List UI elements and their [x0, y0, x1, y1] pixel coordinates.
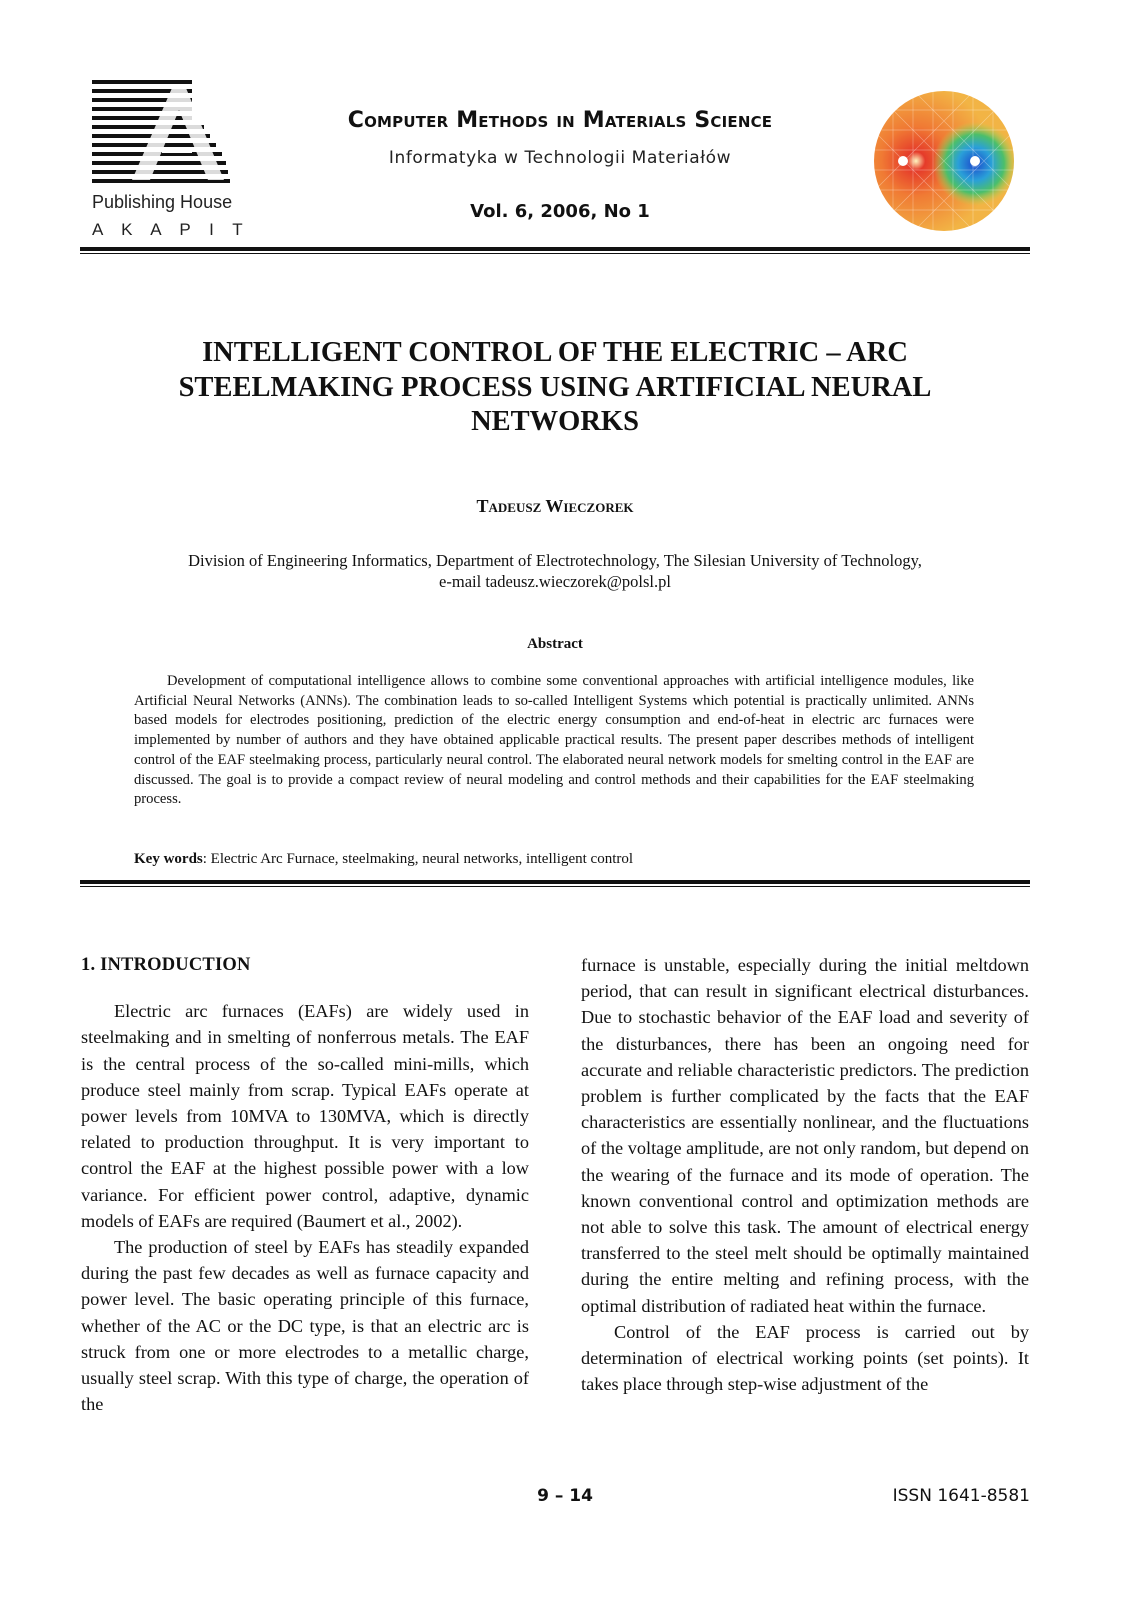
- publisher-name: Publishing House: [92, 192, 233, 212]
- right-column: [581, 952, 1029, 1397]
- header-rule-thin: [80, 253, 1030, 254]
- journal-title: Computer Methods in Materials Science: [347, 108, 773, 133]
- paragraph: Electric arc furnaces (EAFs) are widely used in steelmaking and in smelting of nonferrous metals. The EAF is the central process of the so-called mini-mills, which produce steel mainly from scrap. Typical EAFs operate at power levels from 10MVA to 130MVA, which is directly related to production throughput. It is very important to control the EAF at the highest possible power with a low variance. For efficient power control, adaptive, dynamic models of EAFs are required (Baumert et al., 2002).: [81, 1001, 529, 1231]
- abstract-text: Development of computational intelligence allows to combine some conventional approaches with artificial intelligence modules, like Artificial Neural Networks (ANNs). The combination leads to so-called Intelligent Systems which potential is practically unlimited. ANNs based models for electrodes positioning, prediction of the electric energy consumption and end-of-heat in electric arc furnaces were implemented by number of authors and they have obtained applicable practical results. The present paper describes methods of intelligent control of the EAF steelmaking process, particularly neural control. The elaborated neural network models for smelting control in the EAF are discussed. The goal is to provide a compact review of neural modeling and control methods and their capabilities for the EAF steelmaking process.: [134, 673, 974, 808]
- publisher-akapit: A K A P I T: [92, 220, 250, 239]
- email-line: e-mail tadeusz.wieczorek@polsl.pl: [439, 572, 671, 591]
- paper-title: INTELLIGENT CONTROL OF THE ELECTRIC – ARC STEELMAKING PROCESS USING ARTIFICIAL NEURAL NETWORKS: [178, 337, 932, 437]
- section-heading: 1. INTRODUCTION: [81, 955, 251, 975]
- journal-volume: Vol. 6, 2006, No 1: [470, 201, 650, 222]
- mesh-globe-icon: [873, 90, 1015, 232]
- abstract-rule-thin: [80, 886, 1030, 887]
- keywords: [134, 851, 974, 868]
- akapit-logo: [92, 80, 230, 188]
- page-range: 9 – 14: [537, 1486, 593, 1506]
- author-affiliation: [100, 550, 1010, 592]
- keywords-list: : Electric Arc Furnace, steelmaking, neural networks, intelligent control: [202, 851, 634, 867]
- issn: ISSN 1641-8581: [892, 1486, 1030, 1506]
- paragraph: The production of steel by EAFs has steadily expanded during the past few decades as well as furnace capacity and power level. The basic operating principle of this furnace, whether of the AC or the DC type, is that an electric arc is struck from one or more electrodes to a metallic charge, usually steel scrap. With this type of charge, the operation of the: [81, 1237, 529, 1415]
- author-name: Tadeusz Wieczorek: [476, 496, 634, 516]
- header-rule: [80, 247, 1030, 251]
- left-column: [81, 952, 529, 1417]
- journal-subtitle: Informatyka w Technologii Materiałów: [388, 148, 732, 168]
- abstract-heading: Abstract: [527, 636, 583, 652]
- paragraph: Control of the EAF process is carried out by determination of electrical working points (set points). It takes place through step-wise adjustment of the: [581, 1321, 1029, 1395]
- paragraph: furnace is unstable, especially during the initial meltdown period, that can result in significant electrical disturbances. Due to stochastic behavior of the EAF load and severity of the disturbances, there has been an ongoing need for accurate and reliable characteristic predictors. The prediction problem is further complicated by the facts that the EAF characteristics are essentially nonlinear, and the fluctuations of the voltage amplitude, are not only random, but depend on the wearing of the furnace and its mode of operation. The known conventional control and optimization methods are not able to solve this task. The amount of electrical energy transferred to the steel melt should be optimally maintained during the entire melting and refining process, with the optimal distribution of radiated heat within the furnace.: [581, 955, 1029, 1316]
- keywords-label: Key words: [134, 851, 203, 867]
- affiliation-line: Division of Engineering Informatics, Department of Electrotechnology, The Silesian University of Technology,: [188, 551, 922, 570]
- abstract-rule: [80, 880, 1030, 884]
